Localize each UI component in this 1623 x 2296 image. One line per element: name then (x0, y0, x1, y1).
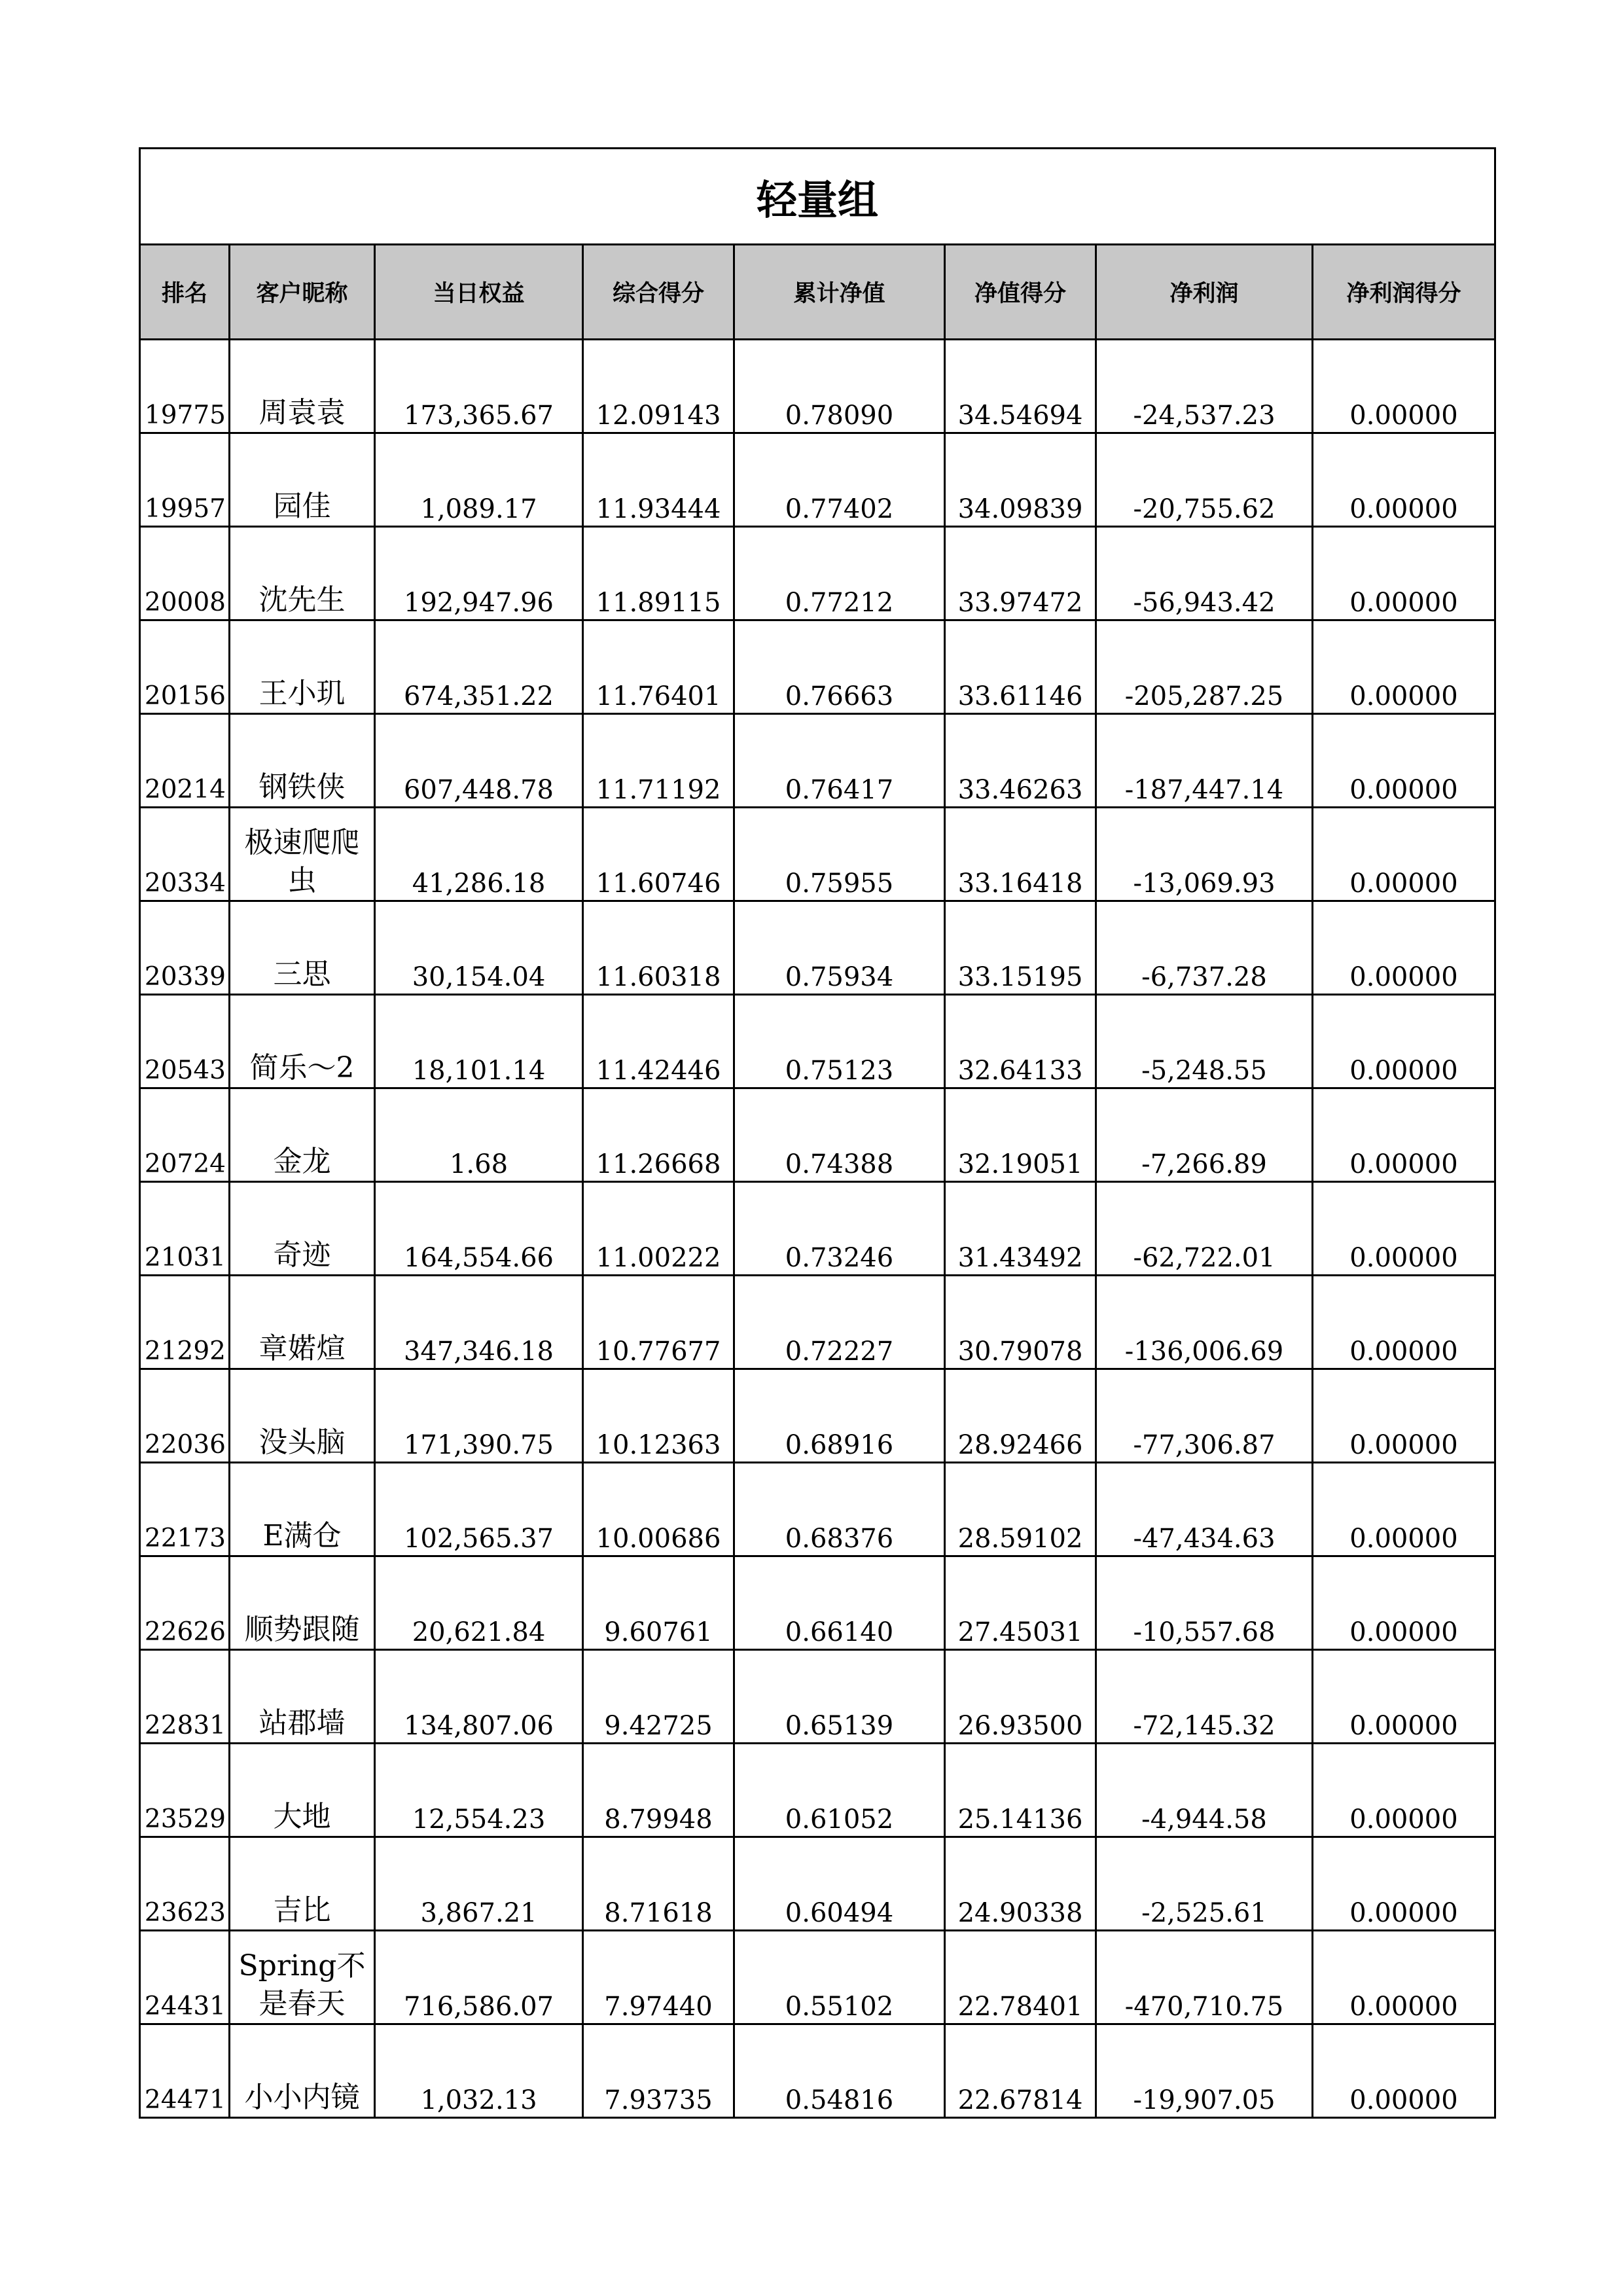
cell-rank: 20334 (140, 808, 230, 901)
table-row (140, 2024, 1495, 2118)
cell-equity: 102,565.37 (375, 1463, 583, 1556)
cell-nav-score: 31.43492 (945, 1182, 1096, 1276)
cell-profit: -6,737.28 (1096, 901, 1313, 995)
cell-score: 8.79948 (583, 1744, 734, 1837)
table-title: 轻量组 (140, 149, 1495, 245)
cell-profit-score: 0.00000 (1313, 1276, 1495, 1369)
cell-nav: 0.75934 (734, 901, 945, 995)
cell-nickname: 吉比 (230, 1837, 375, 1931)
cell-profit-score: 0.00000 (1313, 527, 1495, 620)
cell-nickname: 顺势跟随 (230, 1556, 375, 1650)
cell-nav-score: 32.19051 (945, 1088, 1096, 1182)
cell-equity: 18,101.14 (375, 995, 583, 1088)
cell-nav-score: 33.97472 (945, 527, 1096, 620)
cell-equity: 20,621.84 (375, 1556, 583, 1650)
cell-equity: 674,351.22 (375, 620, 583, 714)
cell-equity: 347,346.18 (375, 1276, 583, 1369)
cell-profit-score: 0.00000 (1313, 433, 1495, 527)
cell-nav: 0.55102 (734, 1931, 945, 2024)
cell-profit: -13,069.93 (1096, 808, 1313, 901)
cell-nickname: 金龙 (230, 1088, 375, 1182)
cell-profit: -72,145.32 (1096, 1650, 1313, 1744)
table-row (140, 1463, 1495, 1556)
cell-rank: 23529 (140, 1744, 230, 1837)
table-row (140, 433, 1495, 527)
cell-nav-score: 22.67814 (945, 2024, 1096, 2118)
cell-equity: 171,390.75 (375, 1369, 583, 1463)
cell-profit-score: 0.00000 (1313, 2024, 1495, 2118)
col-header-nav-score: 净值得分 (945, 245, 1096, 340)
cell-nickname: 沈先生 (230, 527, 375, 620)
cell-rank: 20156 (140, 620, 230, 714)
cell-rank: 20724 (140, 1088, 230, 1182)
cell-equity: 1.68 (375, 1088, 583, 1182)
cell-score: 11.26668 (583, 1088, 734, 1182)
cell-nickname: 园佳 (230, 433, 375, 527)
cell-rank: 19775 (140, 340, 230, 433)
col-header-equity: 当日权益 (375, 245, 583, 340)
table-row (140, 1369, 1495, 1463)
cell-profit: -5,248.55 (1096, 995, 1313, 1088)
cell-nickname: 奇迹 (230, 1182, 375, 1276)
cell-nickname: 站郡墙 (230, 1650, 375, 1744)
cell-profit-score: 0.00000 (1313, 1463, 1495, 1556)
cell-profit-score: 0.00000 (1313, 1182, 1495, 1276)
cell-nickname: 没头脑 (230, 1369, 375, 1463)
cell-score: 11.42446 (583, 995, 734, 1088)
cell-profit: -136,006.69 (1096, 1276, 1313, 1369)
cell-nav: 0.61052 (734, 1744, 945, 1837)
table-row (140, 340, 1495, 433)
cell-nickname: 简乐～2 (230, 995, 375, 1088)
cell-nav: 0.65139 (734, 1650, 945, 1744)
cell-profit: -205,287.25 (1096, 620, 1313, 714)
cell-nav: 0.66140 (734, 1556, 945, 1650)
cell-nav: 0.76417 (734, 714, 945, 808)
cell-nav-score: 30.79078 (945, 1276, 1096, 1369)
cell-score: 11.00222 (583, 1182, 734, 1276)
cell-profit: -62,722.01 (1096, 1182, 1313, 1276)
cell-profit-score: 0.00000 (1313, 901, 1495, 995)
table-row (140, 901, 1495, 995)
cell-nickname: 钢铁侠 (230, 714, 375, 808)
col-header-nav: 累计净值 (734, 245, 945, 340)
cell-nav-score: 33.61146 (945, 620, 1096, 714)
cell-profit: -56,943.42 (1096, 527, 1313, 620)
cell-equity: 164,554.66 (375, 1182, 583, 1276)
cell-profit: -2,525.61 (1096, 1837, 1313, 1931)
cell-equity: 30,154.04 (375, 901, 583, 995)
cell-profit-score: 0.00000 (1313, 620, 1495, 714)
cell-rank: 24431 (140, 1931, 230, 2024)
cell-profit-score: 0.00000 (1313, 1556, 1495, 1650)
cell-nav-score: 33.15195 (945, 901, 1096, 995)
cell-score: 8.71618 (583, 1837, 734, 1931)
table-row (140, 995, 1495, 1088)
cell-nav: 0.76663 (734, 620, 945, 714)
table-row (140, 1182, 1495, 1276)
cell-score: 11.60746 (583, 808, 734, 901)
cell-profit-score: 0.00000 (1313, 1650, 1495, 1744)
table-row (140, 1744, 1495, 1837)
cell-nickname: 极速爬爬虫 (230, 808, 375, 901)
cell-profit: -24,537.23 (1096, 340, 1313, 433)
cell-nav: 0.68916 (734, 1369, 945, 1463)
ranking-table (139, 147, 1496, 2119)
table-row (140, 1650, 1495, 1744)
table-row (140, 620, 1495, 714)
cell-profit-score: 0.00000 (1313, 1369, 1495, 1463)
cell-score: 10.12363 (583, 1369, 734, 1463)
cell-rank: 22036 (140, 1369, 230, 1463)
cell-nav-score: 22.78401 (945, 1931, 1096, 2024)
cell-nav: 0.78090 (734, 340, 945, 433)
table-row (140, 808, 1495, 901)
cell-profit: -10,557.68 (1096, 1556, 1313, 1650)
cell-nav: 0.75123 (734, 995, 945, 1088)
cell-profit-score: 0.00000 (1313, 1931, 1495, 2024)
cell-nav-score: 27.45031 (945, 1556, 1096, 1650)
col-header-profit: 净利润 (1096, 245, 1313, 340)
cell-rank: 23623 (140, 1837, 230, 1931)
cell-profit: -77,306.87 (1096, 1369, 1313, 1463)
cell-nickname: E满仓 (230, 1463, 375, 1556)
cell-profit-score: 0.00000 (1313, 808, 1495, 901)
cell-profit-score: 0.00000 (1313, 995, 1495, 1088)
cell-nickname: 王小玑 (230, 620, 375, 714)
col-header-score: 综合得分 (583, 245, 734, 340)
table-row (140, 527, 1495, 620)
cell-rank: 21292 (140, 1276, 230, 1369)
col-header-rank: 排名 (140, 245, 230, 340)
table-row (140, 714, 1495, 808)
cell-profit: -20,755.62 (1096, 433, 1313, 527)
cell-nav-score: 34.09839 (945, 433, 1096, 527)
cell-rank: 20214 (140, 714, 230, 808)
cell-rank: 22626 (140, 1556, 230, 1650)
cell-score: 11.89115 (583, 527, 734, 620)
cell-nickname: Spring不是春天 (230, 1931, 375, 2024)
cell-profit: -4,944.58 (1096, 1744, 1313, 1837)
cell-score: 11.76401 (583, 620, 734, 714)
cell-equity: 716,586.07 (375, 1931, 583, 2024)
cell-rank: 20339 (140, 901, 230, 995)
cell-equity: 607,448.78 (375, 714, 583, 808)
cell-rank: 22173 (140, 1463, 230, 1556)
cell-profit: -7,266.89 (1096, 1088, 1313, 1182)
cell-score: 7.97440 (583, 1931, 734, 2024)
cell-equity: 3,867.21 (375, 1837, 583, 1931)
table-row (140, 1088, 1495, 1182)
cell-score: 9.42725 (583, 1650, 734, 1744)
cell-score: 7.93735 (583, 2024, 734, 2118)
cell-nav-score: 34.54694 (945, 340, 1096, 433)
cell-profit-score: 0.00000 (1313, 340, 1495, 433)
cell-profit-score: 0.00000 (1313, 714, 1495, 808)
cell-equity: 173,365.67 (375, 340, 583, 433)
cell-score: 11.93444 (583, 433, 734, 527)
cell-score: 9.60761 (583, 1556, 734, 1650)
cell-nav-score: 33.16418 (945, 808, 1096, 901)
cell-rank: 21031 (140, 1182, 230, 1276)
header-row (140, 245, 1495, 340)
cell-score: 12.09143 (583, 340, 734, 433)
cell-nav: 0.74388 (734, 1088, 945, 1182)
cell-profit: -187,447.14 (1096, 714, 1313, 808)
cell-nav-score: 28.59102 (945, 1463, 1096, 1556)
cell-nav: 0.77212 (734, 527, 945, 620)
cell-nav: 0.60494 (734, 1837, 945, 1931)
cell-nav-score: 24.90338 (945, 1837, 1096, 1931)
cell-profit-score: 0.00000 (1313, 1088, 1495, 1182)
table-row (140, 1931, 1495, 2024)
cell-profit-score: 0.00000 (1313, 1837, 1495, 1931)
cell-nav: 0.73246 (734, 1182, 945, 1276)
cell-score: 11.60318 (583, 901, 734, 995)
cell-nickname: 三思 (230, 901, 375, 995)
col-header-nickname: 客户昵称 (230, 245, 375, 340)
cell-rank: 20008 (140, 527, 230, 620)
cell-nav: 0.77402 (734, 433, 945, 527)
table-row (140, 1276, 1495, 1369)
cell-score: 11.71192 (583, 714, 734, 808)
cell-nickname: 小小内镜 (230, 2024, 375, 2118)
table-row (140, 1556, 1495, 1650)
cell-nav: 0.54816 (734, 2024, 945, 2118)
cell-nav: 0.68376 (734, 1463, 945, 1556)
table-row (140, 1837, 1495, 1931)
cell-equity: 134,807.06 (375, 1650, 583, 1744)
cell-profit: -19,907.05 (1096, 2024, 1313, 2118)
cell-score: 10.77677 (583, 1276, 734, 1369)
cell-nav-score: 25.14136 (945, 1744, 1096, 1837)
cell-profit-score: 0.00000 (1313, 1744, 1495, 1837)
cell-equity: 1,089.17 (375, 433, 583, 527)
cell-nickname: 周袁袁 (230, 340, 375, 433)
cell-nav: 0.72227 (734, 1276, 945, 1369)
cell-nav-score: 32.64133 (945, 995, 1096, 1088)
cell-equity: 192,947.96 (375, 527, 583, 620)
cell-rank: 22831 (140, 1650, 230, 1744)
cell-equity: 41,286.18 (375, 808, 583, 901)
cell-nav-score: 33.46263 (945, 714, 1096, 808)
cell-nav: 0.75955 (734, 808, 945, 901)
col-header-profit-score: 净利润得分 (1313, 245, 1495, 340)
cell-equity: 12,554.23 (375, 1744, 583, 1837)
cell-nav-score: 26.93500 (945, 1650, 1096, 1744)
cell-rank: 24471 (140, 2024, 230, 2118)
cell-score: 10.00686 (583, 1463, 734, 1556)
cell-equity: 1,032.13 (375, 2024, 583, 2118)
cell-rank: 19957 (140, 433, 230, 527)
cell-profit: -470,710.75 (1096, 1931, 1313, 2024)
cell-nickname: 大地 (230, 1744, 375, 1837)
cell-profit: -47,434.63 (1096, 1463, 1313, 1556)
cell-nickname: 章婼煊 (230, 1276, 375, 1369)
cell-rank: 20543 (140, 995, 230, 1088)
cell-nav-score: 28.92466 (945, 1369, 1096, 1463)
